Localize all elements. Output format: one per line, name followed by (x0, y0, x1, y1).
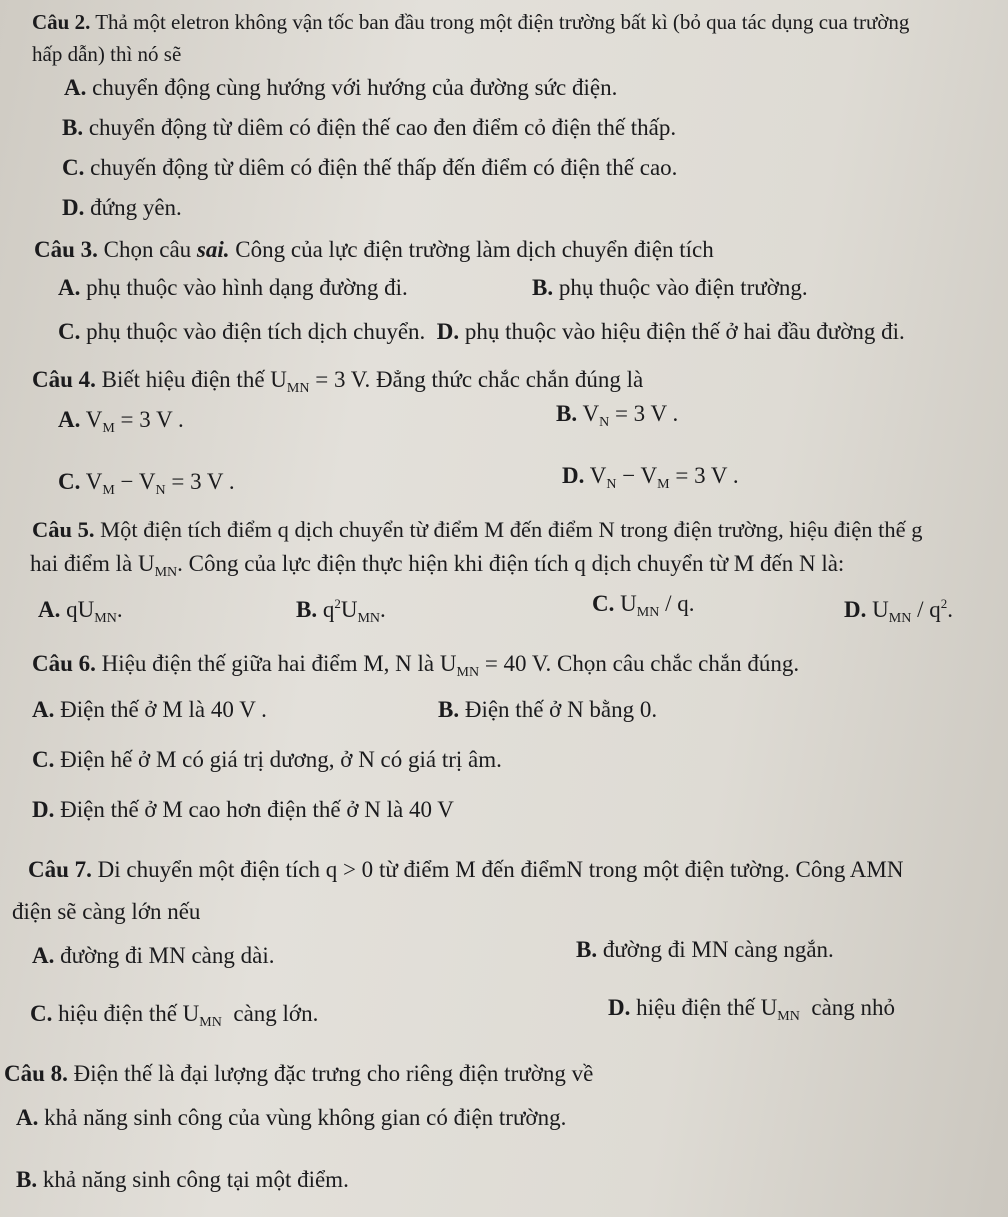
q4-stem (32, 366, 643, 403)
q7-option-b (576, 936, 834, 964)
q7-option-d-u: U (760, 995, 778, 1020)
q2-option-a (64, 74, 617, 102)
q4-option-a-eq: = 3 V . (120, 407, 184, 432)
q4-option-c-eq: = 3 V . (171, 469, 235, 494)
q8-option-a-key: A. (16, 1105, 39, 1130)
q6-option-c-text: Điện hế ở M có giá trị dương, ở N có giá trị âm. (60, 747, 502, 772)
q4-stem-a: Biết hiệu điện thế (101, 367, 265, 392)
q7-option-b-key: B. (576, 937, 598, 962)
q5-option-d-b: / q (911, 597, 941, 622)
q7-label: Câu 7. (28, 857, 92, 882)
q3-option-b-text: phụ thuộc vào điện trường. (558, 275, 808, 300)
q4-option-a (58, 406, 184, 443)
q2-option-c (62, 154, 677, 182)
q4-option-a-sub: M (102, 421, 115, 436)
q4-option-b-sub: N (599, 415, 610, 430)
q8-stem-text: Điện thế là đại lượng đặc trưng cho riêng điện trường về (73, 1061, 594, 1086)
q6-option-b-text: Điện thế ở N bằng 0. (464, 697, 658, 722)
q7-option-d-sub: MN (777, 1009, 800, 1024)
q5-option-d-sup: 2 (940, 596, 948, 611)
q5-stem-l2a: hai điểm là (30, 551, 133, 576)
q5-option-d-sub: MN (888, 611, 912, 626)
q3-stem-sai: sai. (196, 237, 230, 262)
q7-stem-math: q > 0 (325, 857, 374, 882)
q6-option-d-text: Điện thế ở M cao hơn điện thế ở N là 40 V (60, 797, 454, 822)
q4-option-c-sub2: N (155, 483, 166, 498)
q5-option-b-c: . (380, 597, 386, 622)
q2-option-b (62, 114, 676, 142)
q6-stem-u: U (439, 651, 457, 676)
q4-option-a-key: A. (58, 407, 81, 432)
q4-option-c-v1: V (85, 469, 103, 494)
q5-option-c-sub: MN (636, 605, 660, 620)
q5-option-b (296, 590, 386, 633)
q4-stem-sub: MN (286, 381, 310, 396)
q2-stem-text: Thả một eletron không vận tốc ban đầu trong một điện trường bất kì (bỏ qua tác dụng cua trường (95, 10, 910, 34)
q5-option-b-key: B. (296, 597, 318, 622)
q7-option-c-sub: MN (199, 1015, 222, 1030)
q5-option-a-b: . (116, 597, 123, 622)
q7-option-d (608, 994, 895, 1031)
q4-option-b-key: B. (556, 401, 578, 426)
q3-label: Câu 3. (34, 237, 98, 262)
q4-option-d-eq: = 3 V . (675, 463, 739, 488)
q8-stem (4, 1060, 593, 1088)
q3-option-b (532, 274, 808, 302)
q4-option-c-sub1: M (102, 483, 115, 498)
q3-stem (34, 236, 714, 264)
q3-option-a-key: A. (58, 275, 81, 300)
q5-option-a (38, 596, 123, 633)
q7-option-d-b: càng nhỏ (811, 995, 896, 1020)
q4-option-b-eq: = 3 V . (614, 401, 679, 426)
q6-option-c-key: C. (32, 747, 55, 772)
q6-option-b (438, 696, 657, 724)
q5-option-d-a: U (872, 597, 889, 622)
q3-option-b-key: B. (532, 275, 554, 300)
q3-option-c-text: phụ thuộc vào điện tích dịch chuyển. (86, 319, 426, 344)
q4-option-d (562, 462, 739, 499)
q6-stem-sub: MN (456, 665, 480, 680)
q4-option-b (556, 400, 678, 437)
q5-stem-text: Một điện tích điểm q dịch chuyển từ điểm M đến điểm N trong điện trường, hiệu điện thế g (100, 517, 923, 542)
q4-option-b-v: V (582, 401, 600, 426)
q5-option-b-sub: MN (357, 611, 381, 626)
q2-option-c-text: chuyến động từ diêm có điện thế thấp đến điểm có điện thế cao. (90, 155, 678, 180)
q5-stem-line1 (32, 516, 923, 544)
q5-stem-l2b: . Công của lực điện thực hiện khi điện tích q dịch chuyển từ M đến N là: (177, 551, 845, 576)
q6-option-d (32, 796, 454, 824)
q6-option-a-text: Điện thế ở M là 40 V . (60, 697, 267, 722)
q2-option-d (62, 194, 182, 222)
q5-option-c-b: / q. (659, 591, 695, 616)
q4-option-d-sub2: M (657, 477, 670, 492)
q7-option-d-key: D. (608, 995, 631, 1020)
q2-option-d-text: đứng yên. (90, 195, 182, 220)
q4-option-d-sub1: N (606, 477, 617, 492)
q8-option-a (16, 1104, 566, 1132)
q7-option-b-text: đường đi MN càng ngắn. (602, 937, 834, 962)
q4-option-c-mid: − V (120, 469, 156, 494)
q7-option-a (32, 942, 274, 970)
q5-label: Câu 5. (32, 517, 95, 542)
q4-option-d-v1: V (589, 463, 607, 488)
q8-option-b-text: khả năng sinh công tại một điểm. (42, 1167, 349, 1192)
q7-stem-line1 (28, 856, 903, 884)
q5-stem-line2 (30, 550, 844, 587)
q4-option-d-key: D. (562, 463, 585, 488)
q4-option-c (58, 468, 235, 505)
q5-option-b-b: U (340, 597, 358, 622)
q5-stem-sub: MN (154, 565, 178, 580)
q2-option-d-key: D. (62, 195, 85, 220)
q5-option-a-sub: MN (94, 611, 117, 626)
q7-option-c (30, 1000, 318, 1037)
q2-option-a-text: chuyển động cùng hướng với hướng của đường sức điện. (92, 75, 618, 100)
q3-option-a (58, 274, 408, 302)
q3-option-d-text: phụ thuộc vào hiệu điện thế ở hai đầu đường đi. (464, 319, 905, 344)
q3-option-c (58, 318, 905, 346)
q8-option-b-key: B. (16, 1167, 38, 1192)
q8-option-a-text: khả năng sinh công của vùng không gian có điện trường. (44, 1105, 567, 1130)
q2-stem-line2: hấp dẫn) thì nó sẽ (32, 42, 182, 66)
q5-option-a-key: A. (38, 597, 61, 622)
q5-option-d-c: . (947, 597, 953, 622)
q5-option-a-a: qU (66, 597, 95, 622)
q7-option-a-key: A. (32, 943, 55, 968)
q5-option-b-sup: 2 (334, 596, 341, 611)
q6-stem-b: . Chọn câu chắc chắn đúng. (545, 651, 800, 676)
q7-option-a-text: đường đi MN càng dài. (60, 943, 275, 968)
q4-option-d-mid: − V (622, 463, 658, 488)
q4-stem-eq: = 3 V (315, 367, 365, 392)
q2-option-b-text: chuyển động từ diêm có điện thế cao đen điểm cỏ điện thế thấp. (88, 115, 677, 140)
q7-option-c-a: hiệu điện thế (58, 1001, 177, 1026)
q7-stem-line2: điện sẽ càng lớn nếu (12, 899, 201, 924)
q4-stem-u: U (270, 367, 287, 392)
q5-option-d (844, 590, 953, 633)
q6-stem (32, 650, 799, 687)
q6-option-a-key: A. (32, 697, 55, 722)
q6-option-c (32, 746, 502, 774)
q5-option-b-a: q (322, 597, 335, 622)
q5-option-c-a: U (620, 591, 637, 616)
q2-option-c-key: C. (62, 155, 85, 180)
q6-option-b-key: B. (438, 697, 460, 722)
q5-option-c (592, 590, 694, 627)
q2-stem-line1 (32, 8, 909, 36)
q7-option-d-a: hiệu điện thế (636, 995, 755, 1020)
q5-option-d-key: D. (844, 597, 867, 622)
q5-option-c-key: C. (592, 591, 615, 616)
q2-option-a-key: A. (64, 75, 87, 100)
q8-option-b (16, 1166, 349, 1194)
q4-label: Câu 4. (32, 367, 96, 392)
q2-option-b-key: B. (62, 115, 84, 140)
q6-stem-eq: = 40 V (484, 651, 546, 676)
q4-option-c-key: C. (58, 469, 81, 494)
q6-stem-a: Hiệu điện thế giữa hai điểm M, N là (101, 651, 435, 676)
q5-stem-u: U (137, 551, 155, 576)
q6-option-a (32, 696, 267, 724)
q6-option-d-key: D. (32, 797, 55, 822)
q2-label: Câu 2. (32, 10, 91, 34)
q7-stem-a: Di chuyển một điện tích (97, 857, 320, 882)
q3-option-c-key: C. (58, 319, 81, 344)
q3-option-a-text: phụ thuộc vào hình dạng đường đi. (86, 275, 408, 300)
q4-stem-b: . Đẳng thức chắc chắn đúng là (364, 367, 644, 392)
q7-option-c-key: C. (30, 1001, 53, 1026)
q4-option-a-v: V (85, 407, 103, 432)
q7-option-c-b: càng lớn. (233, 1001, 319, 1026)
q8-label: Câu 8. (4, 1061, 68, 1086)
q6-label: Câu 6. (32, 651, 96, 676)
q7-option-c-u: U (182, 1001, 200, 1026)
q3-stem-b: Công của lực điện trường làm dịch chuyển điện tích (235, 237, 714, 262)
q3-option-d-key: D. (436, 319, 460, 344)
q7-stem-b: từ điểm M đến điểmN trong một điện tường. Công AMN (378, 857, 904, 882)
q3-stem-a: Chọn câu (103, 237, 192, 262)
